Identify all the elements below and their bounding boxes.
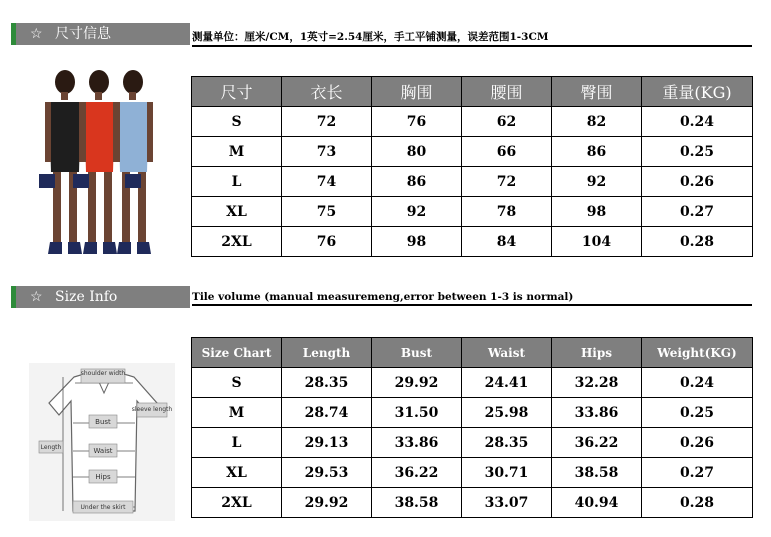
header-cell: 衣长 — [282, 77, 372, 107]
table-cell: 33.07 — [462, 488, 552, 518]
table-cell: 98 — [552, 197, 642, 227]
table-cell: 0.26 — [642, 167, 753, 197]
section-header-en — [11, 286, 190, 308]
table-row — [192, 368, 753, 398]
table-row — [192, 197, 753, 227]
table-cell: 80 — [372, 137, 462, 167]
table-cell: 31.50 — [372, 398, 462, 428]
table-row — [192, 428, 753, 458]
header-cell: 重量(KG) — [642, 77, 753, 107]
table-cell: 62 — [462, 107, 552, 137]
table-cell: M — [192, 398, 282, 428]
table-cell: 33.86 — [372, 428, 462, 458]
table-cell: 33.86 — [552, 398, 642, 428]
table-cell: 86 — [372, 167, 462, 197]
table-row — [192, 137, 753, 167]
table-cell: XL — [192, 458, 282, 488]
table-cell: 86 — [552, 137, 642, 167]
measurement-sketch — [29, 363, 175, 521]
table-cell: 29.13 — [282, 428, 372, 458]
table-cell: 92 — [372, 197, 462, 227]
table-cell: 66 — [462, 137, 552, 167]
model-blue — [114, 70, 153, 254]
header-cell: Hips — [552, 338, 642, 368]
table-cell: XL — [192, 197, 282, 227]
table-header-row — [192, 338, 753, 368]
table-row — [192, 227, 753, 257]
waist-label: Waist — [93, 447, 113, 455]
table-cell: 30.71 — [462, 458, 552, 488]
table-cell: 38.58 — [552, 458, 642, 488]
table-cell: 0.28 — [642, 488, 753, 518]
table-row — [192, 167, 753, 197]
header-cell: Weight(KG) — [642, 338, 753, 368]
model-photo — [27, 62, 172, 262]
table-cell: 0.24 — [642, 368, 753, 398]
table-cell: 25.98 — [462, 398, 552, 428]
table-cell: 38.58 — [372, 488, 462, 518]
table-cell: 76 — [372, 107, 462, 137]
table-cell: 29.53 — [282, 458, 372, 488]
table-cell: 32.28 — [552, 368, 642, 398]
table-cell: L — [192, 167, 282, 197]
table-cell: 0.27 — [642, 458, 753, 488]
table-cell: S — [192, 368, 282, 398]
table-cell: 2XL — [192, 488, 282, 518]
table-cell: 29.92 — [372, 368, 462, 398]
table-cell: 98 — [372, 227, 462, 257]
table-row — [192, 458, 753, 488]
table-cell: 73 — [282, 137, 372, 167]
measurement-note-cn: 测量单位：厘米/CM，1英寸=2.54厘米，手工平铺测量，误差范围1-3CM — [192, 29, 752, 47]
header-cell: Length — [282, 338, 372, 368]
table-cell: 75 — [282, 197, 372, 227]
table-cell: 72 — [282, 107, 372, 137]
table-cell: 36.22 — [372, 458, 462, 488]
table-cell: 0.24 — [642, 107, 753, 137]
table-cell: S — [192, 107, 282, 137]
table-header-row — [192, 77, 753, 107]
table-cell: 0.25 — [642, 398, 753, 428]
header-cell: 尺寸 — [192, 77, 282, 107]
table-cell: 29.92 — [282, 488, 372, 518]
table-cell: 0.28 — [642, 227, 753, 257]
header-cell: Waist — [462, 338, 552, 368]
shoulder-label: shoulder width — [80, 370, 126, 377]
header-cell: 胸围 — [372, 77, 462, 107]
header-cell: Size Chart — [192, 338, 282, 368]
table-cell: 78 — [462, 197, 552, 227]
star-icon: ☆ — [30, 289, 43, 305]
table-row — [192, 107, 753, 137]
length-label: Length — [40, 444, 62, 451]
table-cell: L — [192, 428, 282, 458]
model-black — [39, 70, 85, 254]
header-cell: 臀围 — [552, 77, 642, 107]
header-cell: 腰围 — [462, 77, 552, 107]
table-cell: 104 — [552, 227, 642, 257]
star-icon: ☆ — [30, 26, 43, 42]
table-cell: 74 — [282, 167, 372, 197]
size-table-cn — [191, 76, 753, 257]
hips-label: Hips — [95, 473, 111, 481]
table-cell: 28.74 — [282, 398, 372, 428]
table-row — [192, 488, 753, 518]
size-table-en — [191, 337, 753, 518]
table-cell: 0.25 — [642, 137, 753, 167]
table-cell: 76 — [282, 227, 372, 257]
table-cell: M — [192, 137, 282, 167]
table-cell: 40.94 — [552, 488, 642, 518]
bust-label: Bust — [95, 418, 111, 426]
table-cell: 2XL — [192, 227, 282, 257]
table-cell: 92 — [552, 167, 642, 197]
table-cell: 84 — [462, 227, 552, 257]
table-cell: 28.35 — [282, 368, 372, 398]
section-title-en: Size Info — [55, 289, 118, 305]
hem-label: Under the skirt — [80, 504, 126, 511]
table-cell: 0.26 — [642, 428, 753, 458]
sleeve-label: sleeve length — [131, 406, 173, 413]
section-title-cn: 尺寸信息 — [55, 26, 112, 42]
table-cell: 0.27 — [642, 197, 753, 227]
table-cell: 28.35 — [462, 428, 552, 458]
table-cell: 36.22 — [552, 428, 642, 458]
table-cell: 72 — [462, 167, 552, 197]
table-row — [192, 398, 753, 428]
measurement-note-en: Tile volume (manual measuremeng,error between 1-3 is normal) — [192, 291, 752, 306]
section-header-cn — [11, 23, 190, 45]
header-cell: Bust — [372, 338, 462, 368]
table-cell: 82 — [552, 107, 642, 137]
table-cell: 24.41 — [462, 368, 552, 398]
